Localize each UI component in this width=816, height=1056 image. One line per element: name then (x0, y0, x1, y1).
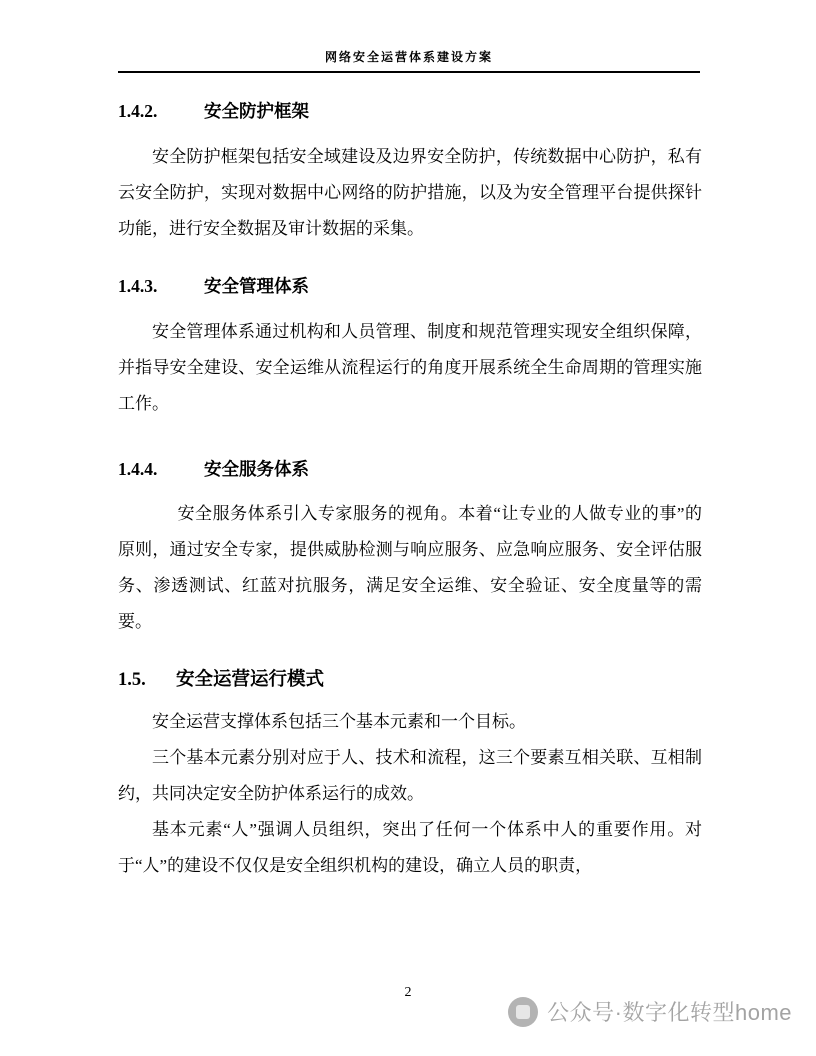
page-number: 2 (404, 985, 412, 1000)
watermark-text: 公众号·数字化转型home (547, 1000, 792, 1025)
section-title: 安全运营运行模式 (176, 670, 325, 691)
section-number: 1.4.3. (118, 275, 158, 296)
paragraph: 安全管理体系通过机构和人员管理、制度和规范管理实现安全组织保障，并指导安全建设、安全运维从流程运行的角度开展系统全生命周期的管理实施工作。 (118, 321, 702, 413)
section-heading-1-4-2 (118, 100, 702, 123)
paragraph: 基本元素“人”强调人员组织，突出了任何一个体系中人的重要作用。对于“人”的建设不仅仅是安全组织机构的建设，确立人员的职责， (118, 820, 702, 876)
section-number: 1.4.4. (118, 458, 158, 479)
header-title: 网络安全运营体系建设方案 (324, 50, 493, 64)
section-title: 安全服务体系 (204, 458, 309, 479)
document-body (118, 88, 702, 884)
paragraph: 安全防护框架包括安全域建设及边界安全防护，传统数据中心防护，私有云安全防护，实现对数据中心网络的防护措施，以及为安全管理平台提供探针功能，进行安全数据及审计数据的采集。 (118, 146, 702, 238)
watermark-logo-icon (508, 997, 538, 1027)
section-title: 安全管理体系 (204, 275, 309, 296)
section-heading-1-5 (118, 668, 702, 692)
section-heading-1-4-4 (118, 458, 702, 481)
section-number: 1.4.2. (118, 101, 158, 121)
paragraph: 安全运营支撑体系包括三个基本元素和一个目标。 (152, 712, 526, 732)
paragraph: 安全服务体系引入专家服务的视角。本着“让专业的人做专业的事”的原则，通过安全专家，提供威胁检测与响应服务、应急响应服务、安全评估服务、渗透测试、红蓝对抗服务，满足安全运维、安全验证、安全度量等的需要。 (118, 504, 702, 632)
document-header (118, 48, 700, 73)
watermark (508, 996, 792, 1027)
paragraph: 三个基本元素分别对应于人、技术和流程，这三个要素互相关联、互相制约，共同决定安全防护体系运行的成效。 (118, 748, 702, 804)
header-rule (118, 71, 700, 73)
section-number: 1.5. (118, 670, 146, 691)
section-title: 安全防护框架 (204, 101, 309, 121)
section-heading-1-4-3 (118, 275, 702, 298)
